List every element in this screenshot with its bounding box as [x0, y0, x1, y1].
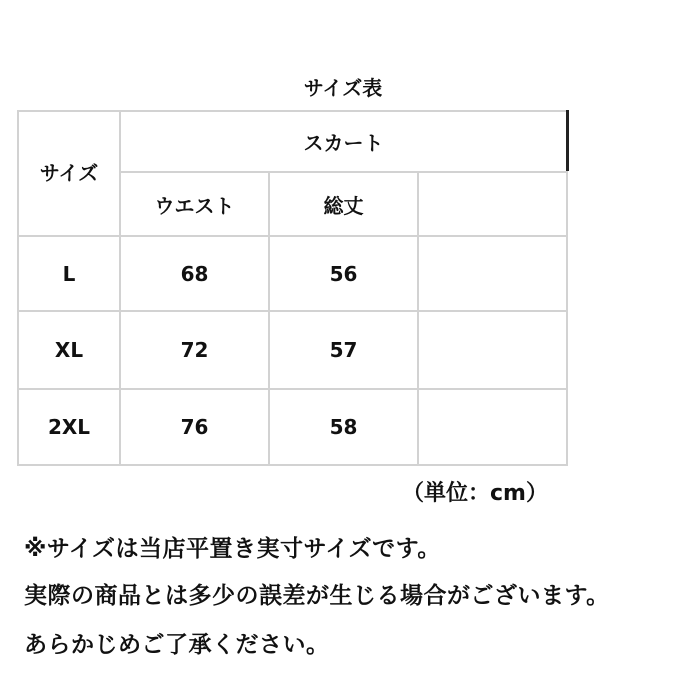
- table-row-waist: 72: [180, 338, 209, 362]
- table-row-waist: 76: [180, 415, 209, 439]
- size-note-line: ※サイズは当店平置き実寸サイズです。: [24, 536, 441, 562]
- table-row-size: XL: [54, 338, 84, 362]
- size-note-line: あらかじめご了承ください。: [24, 632, 330, 658]
- table-row-size: 2XL: [47, 415, 91, 439]
- length-column-header: 総丈: [323, 193, 364, 218]
- size-chart-title: [0, 72, 700, 98]
- skirt-group-header: スカート: [303, 131, 384, 155]
- size-column-header: サイズ: [39, 161, 99, 185]
- table-row-length: 57: [329, 338, 358, 362]
- table-row-waist: 68: [180, 261, 209, 286]
- size-chart-title-text: サイズ表: [303, 76, 383, 100]
- table-row-length: 58: [329, 415, 358, 439]
- table-edge-mark: [566, 110, 569, 171]
- waist-column-header: ウエスト: [154, 193, 235, 218]
- unit-label: （単位：cm）: [402, 481, 548, 506]
- table-row-length: 56: [329, 261, 358, 286]
- size-note-line: 実際の商品とは多少の誤差が生じる場合がございます。: [24, 583, 610, 609]
- table-row-size: L: [62, 261, 76, 286]
- empty-column-header: [419, 173, 566, 235]
